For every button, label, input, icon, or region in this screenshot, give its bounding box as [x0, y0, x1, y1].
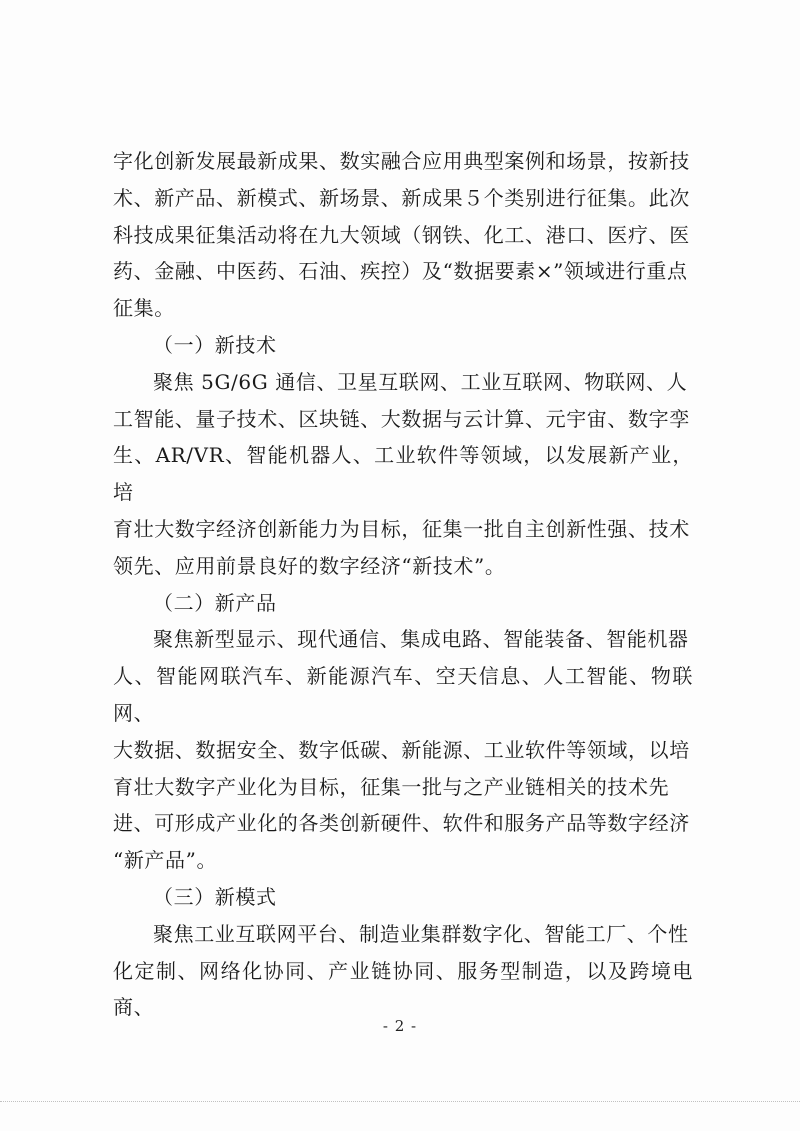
- new-product-paragraph: [113, 621, 693, 879]
- text-line: “新产品”。: [113, 848, 218, 873]
- text-line: 聚焦工业互联网平台、制造业集群数字化、智能工厂、个性: [153, 921, 689, 946]
- section-heading-new-product: （二）新产品: [153, 590, 277, 615]
- text-line: 领先、应用前景良好的数字经济“新技术”。: [113, 553, 506, 578]
- text-line: 大数据、数据安全、数字低碳、新能源、工业软件等领域，以培: [113, 737, 690, 762]
- intro-paragraph: [113, 143, 693, 327]
- text-line: 科技成果征集活动将在九大领域（钢铁、化工、港口、医疗、医: [113, 222, 690, 247]
- text-line: 育壮大数字经济创新能力为目标，征集一批自主创新性强、技术: [113, 516, 690, 541]
- new-model-paragraph: [113, 916, 693, 1026]
- text-line: 育壮大数字产业化为目标，征集一批与之产业链相关的技术先: [113, 774, 670, 799]
- text-line: 化定制、网络化协同、产业链协同、服务型制造，以及跨境电商、: [113, 958, 693, 1020]
- text-line: 征集。: [113, 296, 175, 321]
- text-line: 工智能、量子技术、区块链、大数据与云计算、元宇宙、数字孪: [113, 406, 690, 431]
- section-heading-new-model: （三）新模式: [153, 884, 277, 909]
- text-line: 药、金融、中医药、石油、疾控）及“数据要素×”领域进行重点: [113, 259, 688, 284]
- new-technology-paragraph: [113, 364, 693, 585]
- page-number: - 2 -: [382, 1017, 418, 1035]
- text-line: 聚焦新型显示、现代通信、集成电路、智能装备、智能机器: [153, 627, 689, 652]
- text-line: 进、可形成产业化的各类创新硬件、软件和服务产品等数字经济: [113, 811, 690, 836]
- text-line: 聚焦 5G/6G 通信、卫星互联网、工业互联网、物联网、人: [153, 369, 688, 394]
- text-line: 生、AR/VR、智能机器人、工业软件等领域，以发展新产业，培: [113, 443, 693, 505]
- document-body: [113, 143, 693, 1026]
- text-line: 人、智能网联汽车、新能源汽车、空天信息、人工智能、物联网、: [113, 664, 693, 725]
- section-heading-new-technology: （一）新技术: [153, 332, 277, 357]
- text-line: 术、新产品、新模式、新场景、新成果５个类别进行征集。此次: [113, 185, 690, 210]
- scan-edge-divider: [0, 1101, 800, 1102]
- text-line: 字化创新发展最新成果、数实融合应用典型案例和场景，按新技: [113, 149, 690, 173]
